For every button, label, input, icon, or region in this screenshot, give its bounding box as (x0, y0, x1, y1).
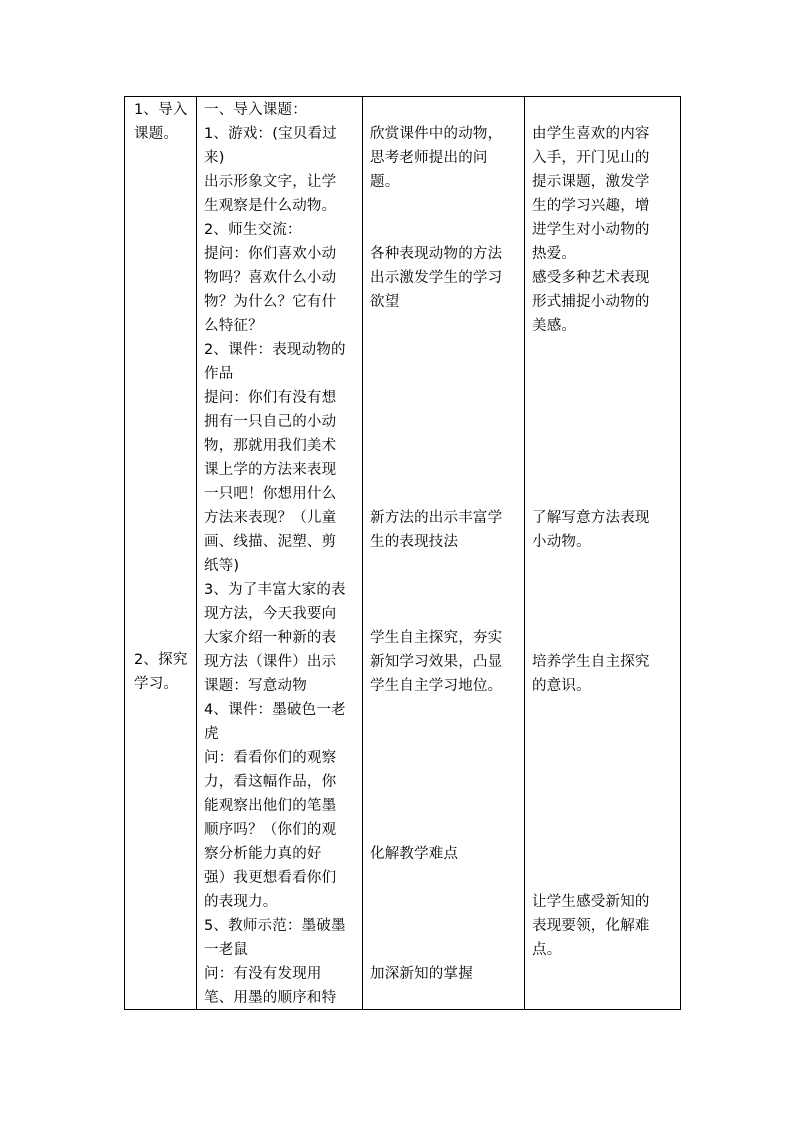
teacher-activity-line: 问：有没有发现用 (204, 966, 322, 982)
teacher-activity-line: 来) (204, 150, 225, 166)
teacher-activity-line: 出示形象文字，让学 (204, 174, 337, 190)
teacher-activity-line: 纸等) (204, 558, 240, 574)
teacher-activity-line: 力，看这幅作品，你 (204, 774, 337, 790)
design-intent-line: 形式捕捉小动物的 (532, 294, 650, 310)
teacher-activity-line: 1、游戏：(宝贝看过 (204, 126, 337, 142)
teacher-activity-line: 一只吧！你想用什么 (204, 486, 337, 502)
student-activity-line: 欲望 (370, 294, 400, 310)
teacher-activity-line: 虎 (204, 726, 219, 742)
student-activity-line: 欣赏课件中的动物， (370, 126, 503, 142)
design-intent-line: 小动物。 (532, 534, 591, 550)
teacher-activity-line: 2、师生交流： (204, 222, 302, 238)
teacher-activity-line: 问：看看你们的观察 (204, 750, 337, 766)
teacher-activity-line: 5、教师示范：墨破墨 (204, 918, 346, 934)
column-divider (362, 97, 363, 1009)
teacher-activity-line: 物？为什么？它有什 (204, 294, 337, 310)
design-intent-line: 由学生喜欢的内容 (532, 126, 650, 142)
student-activity-line: 题。 (370, 174, 400, 190)
student-activity-line: 学生自主探究，夯实 (370, 630, 503, 646)
design-intent-line: 培养学生自主探究 (532, 654, 650, 670)
teacher-activity-line: 大家介绍一种新的表 (204, 630, 337, 646)
teacher-activity-line: 的表现力。 (204, 894, 278, 910)
design-intent-line: 提示课题，激发学 (532, 174, 650, 190)
teacher-activity-line: 课题：写意动物 (204, 678, 307, 694)
student-activity-line: 化解教学难点 (370, 846, 459, 862)
step-cell-line: 2、探究 (134, 652, 188, 668)
design-intent-line: 美感。 (532, 318, 577, 334)
design-intent-line: 进学生对小动物的 (532, 222, 650, 238)
student-activity-line: 新知学习效果，凸显 (370, 654, 503, 670)
teacher-activity-line: 作品 (204, 366, 234, 382)
teacher-activity-line: 物吗？喜欢什么小动 (204, 270, 337, 286)
teacher-activity-line: 方法来表现？（儿童 (204, 510, 337, 526)
teacher-activity-line: 察分析能力真的好 (204, 846, 322, 862)
student-activity-line: 各种表现动物的方法 (370, 246, 503, 262)
teacher-activity-line: 生观察是什么动物。 (204, 198, 337, 214)
teacher-activity-line: 2、课件：表现动物的 (204, 342, 346, 358)
teacher-activity-line: 3、为了丰富大家的表 (204, 582, 346, 598)
column-divider (196, 97, 197, 1009)
teacher-activity-line: 笔、用墨的顺序和特 (204, 990, 337, 1006)
design-intent-line: 表现要领，化解难 (532, 918, 650, 934)
teacher-activity-line: 画、线描、泥塑、剪 (204, 534, 337, 550)
column-divider (524, 97, 525, 1009)
teacher-activity-line: 提问：你们有没有想 (204, 390, 337, 406)
student-activity-line: 生的表现技法 (370, 534, 459, 550)
step-cell-line: 课题。 (134, 126, 179, 142)
design-intent-line: 让学生感受新知的 (532, 894, 650, 910)
design-intent-line: 了解写意方法表现 (532, 510, 650, 526)
design-intent-line: 生的学习兴趣，增 (532, 198, 650, 214)
teacher-activity-line: 顺序吗？（你们的观 (204, 822, 337, 838)
student-activity-line: 出示激发学生的学习 (370, 270, 503, 286)
teacher-activity-line: 提问：你们喜欢小动 (204, 246, 337, 262)
teacher-activity-line: 么特征？ (204, 318, 263, 334)
step-cell-line: 学习。 (134, 676, 179, 692)
teacher-activity-line: 一老鼠 (204, 942, 249, 958)
teacher-activity-line: 拥有一只自己的小动 (204, 414, 337, 430)
student-activity-line: 学生自主学习地位。 (370, 678, 503, 694)
teacher-activity-line: 4、课件：墨破色一老 (204, 702, 346, 718)
teacher-activity-line: 物，那就用我们美术 (204, 438, 337, 454)
design-intent-line: 入手，开门见山的 (532, 150, 650, 166)
teacher-activity-line: 现方法，今天我要向 (204, 606, 337, 622)
student-activity-line: 加深新知的掌握 (370, 966, 473, 982)
design-intent-line: 点。 (532, 942, 562, 958)
student-activity-line: 新方法的出示丰富学 (370, 510, 503, 526)
teacher-activity-line: 强）我更想看看你们 (204, 870, 337, 886)
design-intent-line: 感受多种艺术表现 (532, 270, 650, 286)
step-cell-line: 1、导入 (134, 102, 188, 118)
teacher-activity-line: 能观察出他们的笔墨 (204, 798, 337, 814)
lesson-plan-table (124, 96, 681, 1010)
design-intent-line: 的意识。 (532, 678, 591, 694)
teacher-activity-line: 一、导入课题： (204, 102, 307, 118)
design-intent-line: 热爱。 (532, 246, 577, 262)
student-activity-line: 思考老师提出的问 (370, 150, 488, 166)
teacher-activity-line: 课上学的方法来表现 (204, 462, 337, 478)
teacher-activity-line: 现方法（课件）出示 (204, 654, 337, 670)
